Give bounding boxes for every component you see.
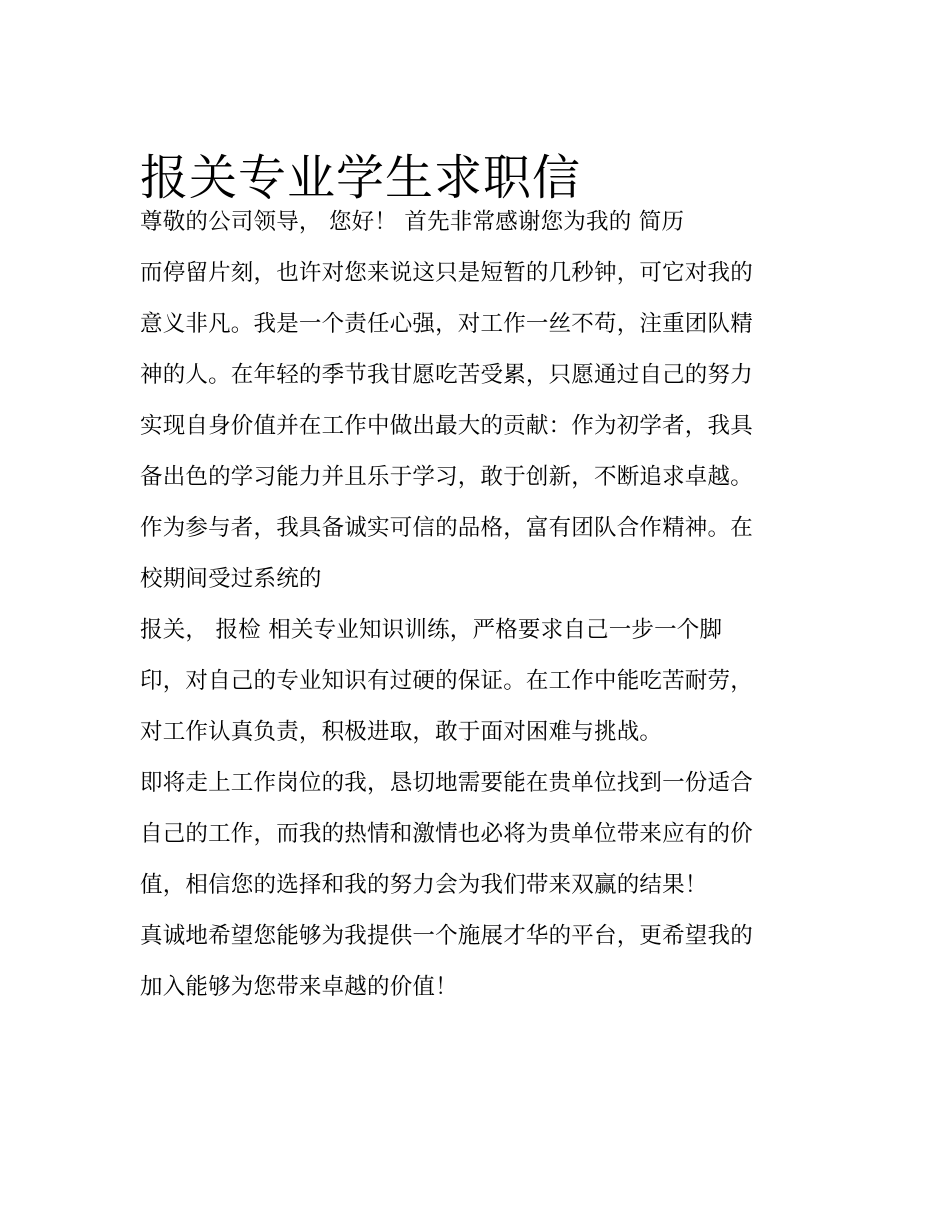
body-line: 即将走上工作岗位的我，恳切地需要能在贵单位找到一份适合: [140, 770, 753, 796]
body-line: 报关， 报检 相关专业知识训练，严格要求自己一步一个脚: [140, 617, 723, 643]
body-line: 对工作认真负责，积极进取，敢于面对困难与挑战。: [140, 719, 663, 745]
body-line: 印，对自己的专业知识有过硬的保证。在工作中能吃苦耐劳，: [140, 668, 753, 694]
body-line: 自己的工作，而我的热情和激情也必将为贵单位带来应有的价: [140, 821, 753, 847]
letter-body: [140, 197, 830, 1013]
body-line: 尊敬的公司领导， 您好！ 首先非常感谢您为我的 简历: [140, 209, 685, 235]
body-line: 备出色的学习能力并且乐于学习，敢于创新，不断追求卓越。: [140, 464, 753, 490]
body-line: 真诚地希望您能够为我提供一个施展才华的平台，更希望我的: [140, 923, 753, 949]
document-title: 报关专业学生求职信: [140, 150, 582, 207]
body-line: 意义非凡。我是一个责任心强，对工作一丝不苟，注重团队精: [140, 311, 753, 337]
body-line: 加入能够为您带来卓越的价值！: [140, 974, 458, 1000]
body-line: 作为参与者，我具备诚实可信的品格，富有团队合作精神。在: [140, 515, 753, 541]
body-line: 值，相信您的选择和我的努力会为我们带来双赢的结果！: [140, 872, 708, 898]
body-line: 实现自身价值并在工作中做出最大的贡献：作为初学者，我具: [140, 413, 753, 439]
body-line: 神的人。在年轻的季节我甘愿吃苦受累，只愿通过自己的努力: [140, 362, 753, 388]
body-line: 而停留片刻，也许对您来说这只是短暂的几秒钟，可它对我的: [140, 260, 753, 286]
body-line: 校期间受过系统的: [140, 566, 322, 592]
